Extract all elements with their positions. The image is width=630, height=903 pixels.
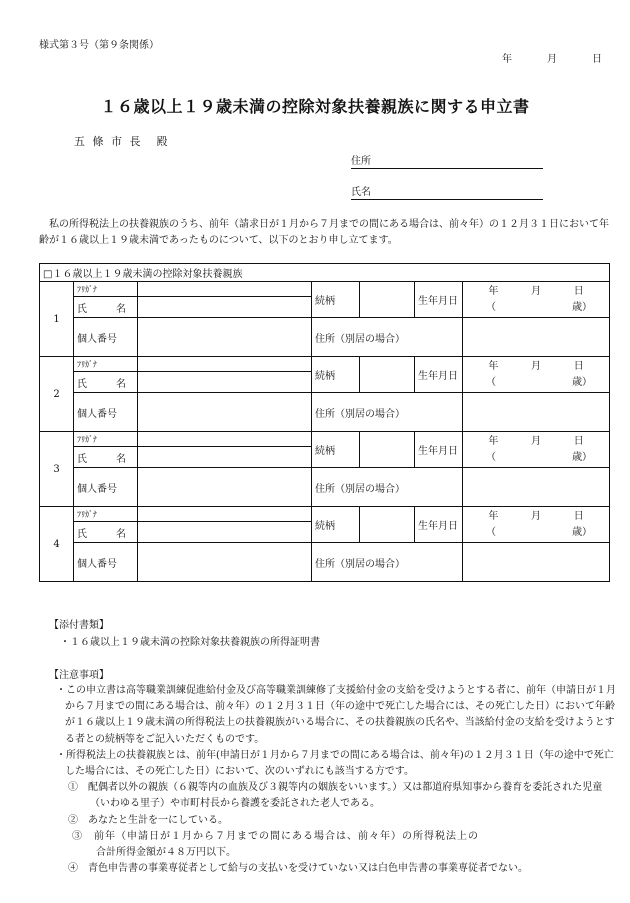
notes-body <box>56 683 616 877</box>
birth-day-label: 日 <box>573 360 584 372</box>
page-title: １６歳以上１９歳未満の控除対象扶養親族に関する申立書 <box>100 97 530 116</box>
furigana-input[interactable] <box>138 357 312 372</box>
furigana-label: ﾌﾘｶﾞﾅ <box>74 357 138 372</box>
birthdate-label: 生年月日 <box>415 507 463 543</box>
date-line <box>502 50 602 65</box>
birth-year-label: 年 <box>488 435 499 447</box>
furigana-label: ﾌﾘｶﾞﾅ <box>74 507 138 522</box>
my-number-input[interactable] <box>138 543 312 582</box>
attachments-heading: 【添付書類】 <box>49 620 109 631</box>
attachments-item: ・１６歳以上１９歳未満の控除対象扶養親族の所得証明書 <box>60 637 320 648</box>
birth-day-label: 日 <box>573 435 584 447</box>
birth-year-label: 年 <box>488 510 499 522</box>
birth-month-label: 月 <box>531 435 542 447</box>
birth-month-label: 月 <box>531 360 542 372</box>
separate-address-label: 住所（別居の場合） <box>312 543 463 582</box>
age-open: （ <box>486 301 496 313</box>
name-input[interactable] <box>138 447 312 468</box>
birth-year-label: 年 <box>488 285 499 297</box>
name-label: 氏 名 <box>74 447 138 468</box>
relationship-label: 続柄 <box>312 357 360 393</box>
separate-address-input[interactable] <box>463 393 610 432</box>
age-close: 歳） <box>572 451 593 463</box>
dependents-table <box>39 263 610 582</box>
relationship-label: 続柄 <box>312 282 360 318</box>
name-input[interactable] <box>138 522 312 543</box>
notes-heading: 【注意事項】 <box>49 670 109 681</box>
furigana-input[interactable] <box>138 432 312 447</box>
birthdate-label: 生年月日 <box>415 357 463 393</box>
age-open: （ <box>486 451 496 463</box>
date-year: 年 <box>502 54 512 65</box>
row-number: 2 <box>40 357 74 432</box>
birthdate-label: 生年月日 <box>415 282 463 318</box>
my-number-label: 個人番号 <box>74 468 138 507</box>
applicant-address-field[interactable] <box>351 152 543 169</box>
row-number: 1 <box>40 282 74 357</box>
applicant-name-label: 氏名 <box>351 187 371 198</box>
applicant-address-label: 住所 <box>351 156 371 167</box>
age-open: （ <box>486 526 496 538</box>
name-label: 氏 名 <box>74 372 138 393</box>
birthdate-input[interactable] <box>463 507 610 543</box>
name-label: 氏 名 <box>74 297 138 318</box>
separate-address-input[interactable] <box>463 543 610 582</box>
birth-day-label: 日 <box>573 285 584 297</box>
date-day: 日 <box>592 54 602 65</box>
birthdate-label: 生年月日 <box>415 432 463 468</box>
addressee-name: 五 條 市 長 <box>74 135 143 148</box>
form-number: 様式第３号（第９条関係） <box>39 40 159 51</box>
note-item-3-rest: 合計所得金額が４８万円以下。 <box>96 847 236 859</box>
separate-address-label: 住所（別居の場合） <box>312 468 463 507</box>
note-item-3 <box>56 829 616 861</box>
relationship-label: 続柄 <box>312 507 360 543</box>
note-bullet-1: ・この申立書は高等職業訓練促進給付金及び高等職業訓練修了支援給付金の支給を受けようとする者に、前年（申請日が１月から７月までの間にある場合は、前々年）の１２月３１日（年の途中で死亡した場合には、その死亡した日）において年齢が１６歳以上１９歳未満の所得税法上の扶養親族がいる場合に、その扶養親族の氏名や、当該給付金の支給を受けようとする者との続柄等をご記入いただくものです。 <box>56 685 616 745</box>
birthdate-input[interactable] <box>463 282 610 318</box>
note-item-4: ④ 青色申告書の事業専従者として給与の支払いを受けていない又は白色申告書の事業専従者でない。 <box>68 863 528 875</box>
relationship-input[interactable] <box>360 357 415 393</box>
my-number-label: 個人番号 <box>74 543 138 582</box>
applicant-name-field[interactable] <box>351 183 543 200</box>
age-close: 歳） <box>572 376 593 388</box>
separate-address-label: 住所（別居の場合） <box>312 393 463 432</box>
relationship-label: 続柄 <box>312 432 360 468</box>
separate-address-input[interactable] <box>463 318 610 357</box>
birth-month-label: 月 <box>531 285 542 297</box>
birth-month-label: 月 <box>531 510 542 522</box>
relationship-input[interactable] <box>360 507 415 543</box>
note-item-2: ② あなたと生計を一にしている。 <box>68 814 228 826</box>
furigana-label: ﾌﾘｶﾞﾅ <box>74 432 138 447</box>
note-bullet-2: ・所得税法上の扶養親族とは、前年(申請日が１月から７月までの間にある場合は、前々年)の１２月３１日（年の途中で死亡した場合には、その死亡した日）において、次のいずれにも該当する方です。 <box>56 749 614 778</box>
my-number-label: 個人番号 <box>74 318 138 357</box>
note-item-1: ① 配偶者以外の親族（６親等内の血族及び３親等内の姻族をいいます。）又は都道府県知事から養育を委託された児童（いわゆる里子）や市町村長から養護を委託された老人である。 <box>68 782 603 810</box>
intro-paragraph: 私の所得税法上の扶養親族のうち、前年（請求日が１月から７月までの間にある場合は、前々年）の１２月３１日において年齢が１６歳以上１９歳未満であったものについて、以下のとおり申し立てます。 <box>39 219 609 246</box>
row-number: 3 <box>40 432 74 507</box>
separate-address-input[interactable] <box>463 468 610 507</box>
my-number-input[interactable] <box>138 393 312 432</box>
note-item-3-main: ③ 前年（申請日が１月から７月までの間にある場合は、前々年）の所得税法上の <box>72 830 479 842</box>
addressee <box>74 133 170 149</box>
birth-year-label: 年 <box>488 360 499 372</box>
furigana-input[interactable] <box>138 282 312 297</box>
name-input[interactable] <box>138 372 312 393</box>
age-open: （ <box>486 376 496 388</box>
my-number-label: 個人番号 <box>74 393 138 432</box>
relationship-input[interactable] <box>360 282 415 318</box>
name-input[interactable] <box>138 297 312 318</box>
addressee-honorific: 殿 <box>156 135 170 148</box>
furigana-input[interactable] <box>138 507 312 522</box>
table-heading: □１６歳以上１９歳未満の控除対象扶養親族 <box>40 264 610 282</box>
furigana-label: ﾌﾘｶﾞﾅ <box>74 282 138 297</box>
age-close: 歳） <box>572 301 593 313</box>
my-number-input[interactable] <box>138 468 312 507</box>
row-number: 4 <box>40 507 74 582</box>
date-month: 月 <box>547 54 557 65</box>
separate-address-label: 住所（別居の場合） <box>312 318 463 357</box>
name-label: 氏 名 <box>74 522 138 543</box>
age-close: 歳） <box>572 526 593 538</box>
birthdate-input[interactable] <box>463 432 610 468</box>
birth-day-label: 日 <box>573 510 584 522</box>
my-number-input[interactable] <box>138 318 312 357</box>
relationship-input[interactable] <box>360 432 415 468</box>
birthdate-input[interactable] <box>463 357 610 393</box>
